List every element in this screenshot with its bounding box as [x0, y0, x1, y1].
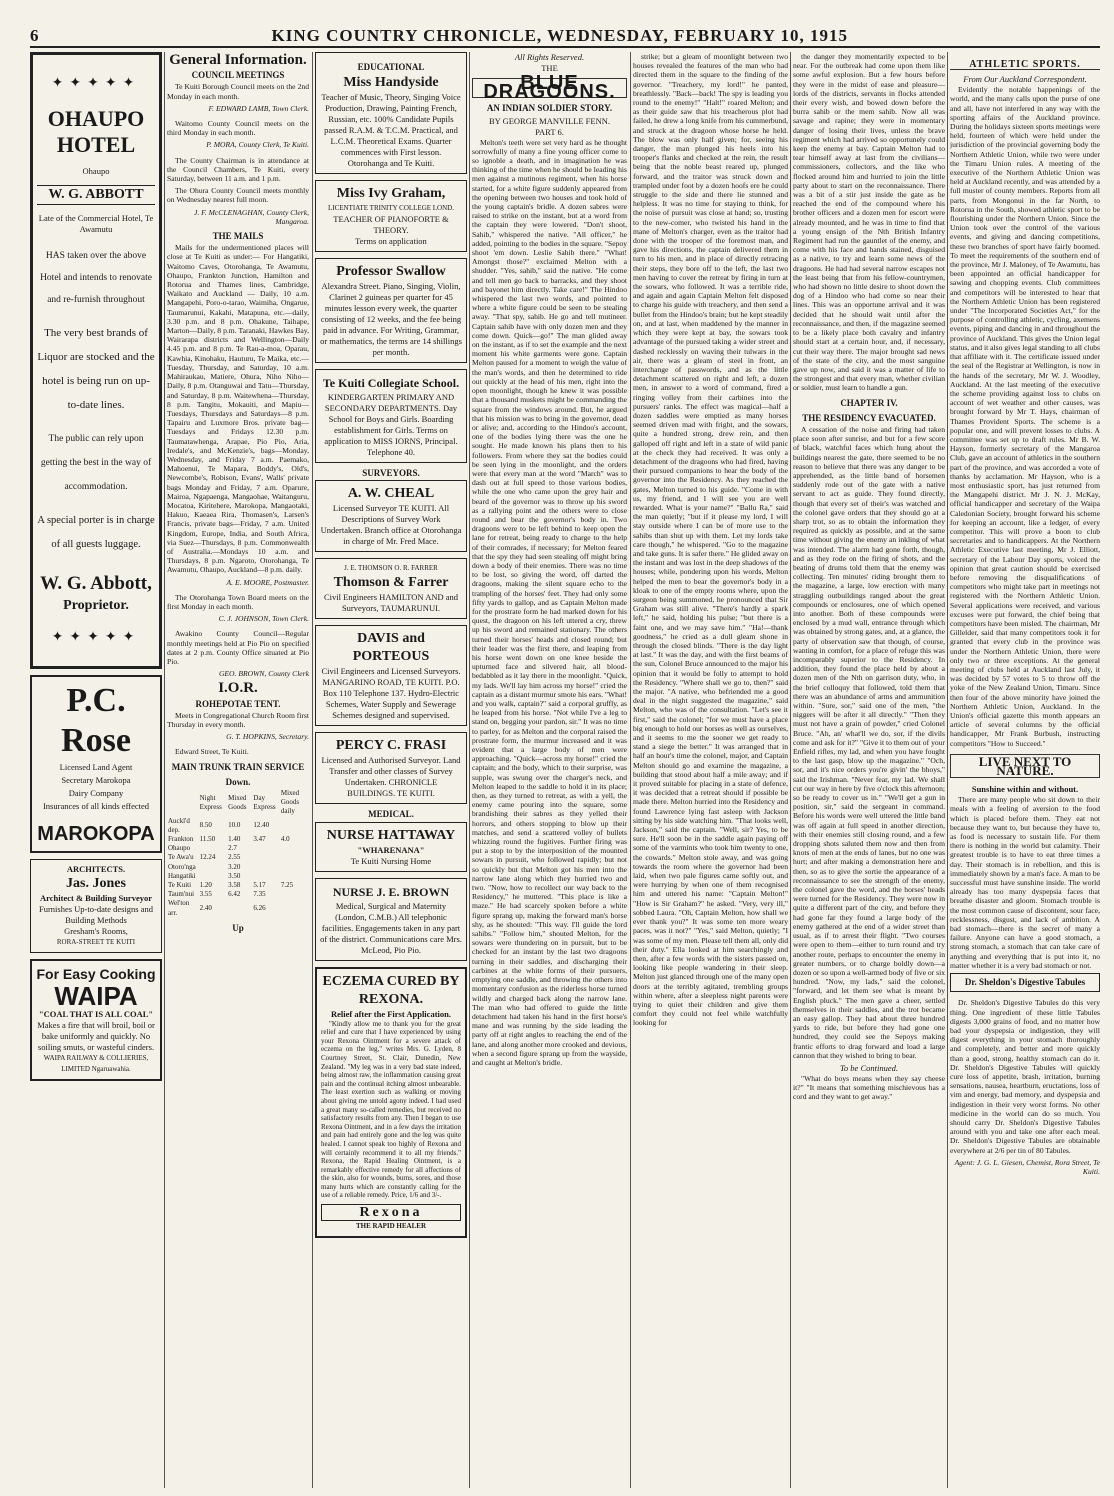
graham-ad [315, 180, 467, 252]
train-time [199, 844, 228, 853]
ior-signature: G. T. HOPKINS, Secretary. [226, 732, 309, 742]
davis-text: Civil Engineers and Licensed Surveyors. MANGARINO ROAD, TE KUITI. P.O. Box 110 Telephone 137. Hydro-Electric Schemes, Water Supply and Sewerage Schemes designed and supervised. [321, 666, 461, 721]
station-name: Wel'ton arr. [168, 899, 190, 917]
train-time: 6.26 [253, 904, 266, 913]
train-col-header: Night Express [199, 793, 222, 811]
train-time: 10.0 [228, 821, 241, 830]
jones-rooms: Gresham's Rooms, [64, 926, 128, 937]
rexona-footer: THE RAPID HEALER [355, 1222, 426, 1231]
train-header-row [167, 789, 309, 817]
train-time: 7.25 [280, 881, 294, 890]
eczema-text: "Kindly allow me to thank you for the great relief and cure that I have experienced by using your Rexona Ointment for a severe attack of eczema on the leg," writes Mrs. G. Lyden, 8 Courtney Street, St. Clair, Dunedin, New Zealand. "My leg was in a very bad state indeed, being almost raw, the inflammation causing great pain and the continual itching almost unbearable. The least exertion such as walking or moving about giving me untold agony indeed. I had used a great many so-called remedies, but received no satisfactory results from any. Then I began to use Rexona Ointment, and in a few days the irritation and pain had entirely gone and the leg was quite healed. I cannot speak too highly of Rexona and will certainly recommend it to all my friends." Rexona, the Rapid Healing Ointment, is a remarkably effective remedy for all affections of the skin, also for wounds, burns, sores, and those many hurts which are constantly calling for the use of a reliable remedy. Price, 1/6 and 3/-. [321, 1019, 461, 1200]
train-time: 2.7 [228, 844, 237, 853]
council-text: Te Kuiti Borough Council meets on the 2nd Monday in each month. [167, 82, 309, 101]
train-time: 3.47 [253, 835, 266, 844]
serial-text: A cessation of the noise and firing had taken place soon after sunrise, and but for a few score of black, watchful faces which hung about the buildings nearest the gate, there seemed to be no reason to believe that there was any danger to be apprehended, as the little band of horsemen suddenly rode out of the gate with a native servant to act as guide. They found directly, though that every set of their's was watched and the colonel gave orders that they should go at a sharp trot, so as to obtain the information they required as quickly as possible, and at the same time without giving the enemy an inkling of what was intended. The alarm had gone forth, though, and as they rode on the firing of shots, and the beating of drums told them that the enemy was collecting. Ten minutes' riding brought them to the magazine, a large, low erection with many straggling outbuildings ranged about the great compounds or enclosures, one of which opened into another. Both of these compounds were enclosed by a mud wall, entrance through which was obtained by strong gates, and, at a glance, the party of observation saw that though, of course, wanting in comfort, for a place of refuge this was incomparably superior to the Residency. In addition, they found the place held by about a dozen men of the Nth on garrison duty, who, in the brief colloquy that followed, told them that there was an abundance of arms and ammunition within. "Sure, sor," said one of the men, "the niggers will be after it all directly." "Then they must not have a grain of powder," cried Colonel Bruce. "Ah, an' what'll we do, sor, if the divils come and ask for it?" "Give it to them out of your Enfield rifles, my lad, and when you have fought to the last gasp, blow up the magazine." "Och, sor, and it's nice orders you're givin' the bhoys," said the Irishman. "Never fear, my lad. We shall cut our way in here by five o'clock this afternoon; so be ready to cover us in." "We'll get a gun in position, sir," said the sergeant in command. Before his words were well uttered the little band was off again at full speed in another direction, with their enemies still closing round, and a few dropping shots saluted them now and then from knots of men at the ends of lanes, but no one was hurt; and after making a demonstration here and then, so as to give the sortie the appearance of a reconnaissance to see the strength of the enemy, the colonel gave the word, and the horses' heads were turned for the Residency. They were now in quite a different part of the city, and before they had gone far they found a large body of the enemy gathered at the end of a wider street than usual, as if to arrest their flight. "Two courses were open to them—either to turn round and try another route, perhaps to encounter the enemy in greater numbers, or to charge boldly down—a dozen or so upon a well-armed body of five or six hundred. "Now, my lads," said the colonel, "forward, and let them see what is meant by English pluck." The men gave a cheer, settled themselves in their saddles, and the trot became an easy gallop. They had about three hundred yards to ride, but before they had gone one hundred, they could see the Sepoys making frantic efforts to drag forward and load a large cannon that they wished to bring to bear. [793, 424, 945, 1060]
chairman-text: The County Chairman is in attendance at the Council Chambers, Te Kuiti, every Saturday, between 11 a.m. and 1 p.m. [167, 155, 309, 184]
station-name: Te Kuiti [168, 881, 192, 890]
handyside-text: Teacher of Music, Theory, Singing Voice Production, Drawing, Painting French, Russian, etc. 100% Candidate Pupils passed R.A.M. & T.C.M. Practical, and L.C.M. Theoretical Exams. Quarter commences with First lesson. Otorohanga and Te Kuiti. [321, 92, 461, 169]
otorohanga-text: The Otorohanga Town Board meets on the first Monday in each month. [167, 592, 309, 611]
train-time: 6.42 [228, 890, 241, 899]
train-col-header: Mixed Goods daily [280, 789, 300, 816]
taken-over: HAS taken over the above Hotel and intends to renovate and re-furnish throughout [40, 251, 152, 306]
surveyors-heading: SURVEYORS. [362, 468, 420, 479]
train-time: 7.35 [253, 890, 266, 899]
marokopa-heading: MAROKOPA [37, 823, 155, 846]
column-athletics [950, 52, 1100, 1488]
train-time: 3.20 [228, 862, 241, 871]
decorative-ornament-icon: ✦✦✦✦✦ [51, 630, 141, 646]
thomson-ad [315, 558, 467, 619]
liquor-brands: The very best brands of Liquor are stocked and the hotel is being run on up-to-date lines. [37, 327, 155, 412]
rose-line: Insurances of all kinds effected [42, 801, 150, 812]
hattaway-sub: "WHARENANA" [357, 844, 425, 855]
hattaway-name: NURSE HATTAWAY [326, 827, 456, 843]
train-time [227, 899, 252, 917]
train-time [280, 872, 309, 881]
graham-terms: Terms on application [355, 236, 427, 247]
hotel-name: OHAUPO [47, 106, 145, 132]
train-time [280, 817, 309, 835]
brown-name: NURSE J. E. BROWN [332, 884, 450, 899]
davis-name: DAVIS and PORTEOUS [352, 631, 430, 665]
sheldon-tabules-box: Dr. Sheldon's Digestive Tabules [950, 973, 1100, 992]
brown-ad [315, 878, 467, 961]
table-row [167, 872, 309, 881]
waipa-name: WAIPA [54, 981, 138, 1012]
thomson-text: Civil Engineers HAMILTON AND and Surveyors, TAUMARUNUI. [323, 592, 459, 614]
waipa-coal-ad [30, 959, 162, 1081]
table-row [167, 881, 309, 890]
council-signature: F. EDWARD LAMB, Town Clerk. [208, 103, 309, 113]
mails-heading: THE MAILS [212, 231, 264, 242]
page-number: 6 [30, 26, 40, 45]
column-rule [164, 52, 165, 1488]
train-time [252, 853, 279, 862]
swallow-name: Professor Swallow [336, 264, 446, 280]
collegiate-name: Te Kuiti Collegiate School. [322, 376, 460, 391]
train-time: 3.58 [228, 881, 241, 890]
brown-text: Medical, Surgical and Maternity (London, C.M.B.) All telephonic facilities. Engagements taken in any part of the district. Communications care Mrs. McLeod, Pio Pio. [320, 900, 462, 955]
hattaway-ad [315, 822, 467, 872]
waitomo-text: Waitomo County Council meets on the third Monday in each month. [167, 119, 309, 138]
train-time: 8.50 [199, 821, 212, 830]
station-name: Taum'nui [168, 890, 195, 899]
table-row [167, 844, 309, 853]
column-rule [312, 52, 313, 1488]
davis-ad [315, 625, 467, 726]
train-time [252, 863, 279, 872]
graham-name: Miss Ivy Graham, [336, 186, 446, 202]
train-col-header: Day Express [253, 793, 276, 811]
train-time: 12.40 [253, 821, 270, 830]
train-time [252, 844, 279, 853]
general-info-heading: General Information. [169, 52, 307, 68]
awakino-signature: GEO. BROWN, County Clerk [218, 669, 309, 679]
train-time [199, 872, 228, 881]
jones-title: Architect & Building Surveyor [40, 893, 152, 904]
column-general-info [167, 52, 309, 1488]
rose-line: Dairy Company [68, 788, 124, 799]
table-row [167, 899, 309, 917]
ior-address: Edward Street, Te Kuiti. [175, 747, 249, 757]
ior-text: Meets in Congregational Church Room first Thursday in every month. [167, 710, 309, 729]
serial-author: BY GEORGE MANVILLE FENN. [488, 115, 611, 126]
council-heading: COUNCIL MEETINGS [191, 70, 285, 81]
decorative-ornament-icon: ✦✦✦✦✦ [51, 76, 141, 91]
rexona-logo: Rexona [321, 1204, 461, 1221]
column-serial-chapter-four [793, 52, 945, 1488]
cheal-ad [315, 480, 467, 552]
column-rule [947, 52, 948, 1488]
eczema-heading: ECZEMA CURED BY REXONA. [322, 973, 460, 1007]
train-time: 2.40 [199, 904, 212, 913]
rights-reserved: All Rights Reserved. [514, 52, 585, 62]
train-time: 11.50 [199, 835, 216, 844]
thomson-names: J. E. THOMSON O. R. FARRER [344, 564, 438, 573]
train-time [280, 844, 309, 853]
to-be-continued: To be Continued. [839, 1062, 898, 1073]
public-accommodation: The public can rely upon getting the best in the way of accommodation. [40, 434, 152, 493]
graham-sub: LICENTIATE TRINITY COLLEGE LOND. [328, 204, 454, 213]
porter-note: A special porter is in charge of all guests luggage. [37, 515, 155, 551]
athletics-heading: ATHLETIC SPORTS. [950, 60, 1100, 70]
athletics-sub: From Our Auckland Correspondent. [963, 74, 1087, 85]
rexona-ad [315, 967, 467, 1239]
serial-subtitle: AN INDIAN SOLDIER STORY. [486, 103, 613, 114]
train-time [280, 853, 309, 862]
column-professional-ads [315, 52, 467, 1488]
chapter-title: THE RESIDENCY EVACUATED. [802, 412, 936, 423]
sheldon-agent: Agent: J. G. L. Giesen, Chemist, Rora Street, Te Kuiti. [954, 1157, 1100, 1176]
rose-name: P.C. Rose [61, 682, 131, 760]
train-time: 3.50 [228, 871, 241, 880]
educational-ads [315, 52, 467, 174]
eczema-sub: Relief after the First Application. [330, 1008, 451, 1019]
jones-name: Jas. Jones [66, 876, 126, 892]
serial-text: Melton's teeth were set very hard as he thought sorrowfully of many a fine young officer come to so ignoble a death, and in imagination he was thinking of the time when he should be leading his men against a mutinous regiment, when his horse started, for a white figure suddenly appeared from the opening between two houses and took hold of the young captain's bridle. A dozen sabres were raised to strike on the instant, but at a word from the captain they were lowered. "Don't shoot, Sahib," whispered the native. "All officer," he added, pointing to the bodies in the square. "Sepoy shoot 'em down. Leslie Sahib there." "What! Amongst those?" exclaimed Melton with a shudder. "Yes, sahib," said the native. "He come and tell men go back to barracks, and they shoot and bayonet him directly. Take care!" The Hindoo whispered the last two words, and pointed to where a white figure could be seen to be stealing away. "That spy, sahib. He go and tell mutineer. Captain sahib have with only dozen men and they come down. Quick—go!" The man glided away on the instant, as if to set the example and the next moment his white garments were gone. Captain Melton paused for a moment to weigh the value of the man's words, and then he determined to ride out quickly at the head of his men, right into the open moonlight, though he knew it was possible that a thousand muskets might be commanding the square from the windows around. But, he argued that his mission was to bring in the governor, dead or alive; and, according to the Hindoo's account, one of the bodies lying there was the one he sought. He made known his plans then to his followers. From where they sat the bodies could be seen lying in the moonlight, and the orders were that every man at the word "March" was to dash out at full speed to those various bodies, while the one who came upon the grey hair and beard of the governor was to throw up his sword as a rallying point and the others were to close round and bear the governor's body in. Two dragoons were to be left behind to keep open the lane for retreat, being ready to charge to the help of their comrades, if necessary; for Melton feared that the spy they had seen stealing off might bring down a body of their enemies. There was no time to be lost, so giving the word, off darted the dragoons, making the silent square echo to the trampling of the horses' feet. They had only some fifty yards to gallop, and as Captain Melton made for the prostrate form he had marked down for his quest, the dragoon on his left uttered a cry, threw up his sword and remained stationary. The others turned their horses' heads and closed round; but their leader was the first there, and leaping from his horse went down on one knee beside the upturned face and silvered hair, all blood-bedabbled as it lay there in the moonlight. "Quick, my lads. We'll lay him across my horse!" cried the captain as a distant murmur smote his ears. "What! and you walk, captain?" said a corporal gruffly, as he leaped from his horse. "Not while I've a leg to stand on, begging your pardon, sir." It was no time to parley, for as Melton and the corporal raised the prostrate form, the murmur increased and it was evident that a large body of men were approaching. "Quick—across my horse!" cried the captain; and the body, which to their surprise, was supple, was swung over the charger's neck, and Melton leaped to the saddle to hold it in its place; then, as they turned to retreat, as with a yell, the enemy came pouring into the square, some brandishing their sabres as they yelled their horrors, and others stopping to blow up their matches, and send a scattered volley of bullets whizzing round the fugitives. Further firing was put a stop to by the interposition of the mounted sowars in pursuit, who followed rapidly; but not so quickly but that Melton got his men into the narrow lane along which they hurried two and two. "Now, how to recollect our way back to the Residency," he muttered. "This place is like a maze." He had scarcely spoken before a white figure sprang up, making the forward man's horse shy, as he shouted: "This way. I'll guide the lord sahibs." "Follow him," shouted Melton, for the sowars were thundering on in pursuit, but to be checked for an instant by the last two dragoons turning in their saddles, and discharging their carbines at the white forms of their pursuers, emptying one saddle, and throwing the others into momentary confusion as the riderless horse turned wildly and charged back along the narrow lane. The man who had offered to guide the little detachment had taken his hand in the first horse's mane and was running by the side leading the party off at right angles to reaching the end of the lane, and along another more crooked and devious, when a second figure sprang up from the wayside, and caught at Melton's bridle. [472, 137, 627, 1067]
table-row [167, 853, 309, 862]
station-name: Te Awa'u [168, 853, 194, 862]
proprietor-title: Proprietor. [63, 598, 129, 614]
train-time: 5.17 [253, 881, 266, 890]
train-timetable [167, 789, 309, 918]
swallow-ad [315, 258, 467, 363]
live-text: There are many people who sit down to their meals with a feeling of aversion to the food which is placed before them. They eat not because they want to, but because they have to, as food is necessary to sustain life. For them there is nothing in the world but calamity. Their greatest trouble is to have to eat three times a day. Their stomach is in rebellion, and this is immediately shown by a man's face. A man to be successful must have sunshine inside. The world already has too many dyspepsia faces that breathe disaster and gloom. Stomach trouble is the most common cause of discontent, sour face, recklessness, disgust, and lack of ambition. A bad stomach—there is the secret of many a failure. Anyone can have a good stomach, a strong stomach, a stomach that can take care of anything and everything that is put into it, no matter whether it is a very bad stomach or not. [950, 795, 1100, 970]
column-rule [790, 52, 791, 1488]
train-time: 1.40 [228, 835, 241, 844]
station-name: Otoro'nga [168, 862, 196, 871]
column-serial-story [472, 52, 627, 1488]
serial-text: the danger they momentarily expected to be near. For the outbreak had come upon them like some awful explosion. But a few hours before they were in the midst of ease and pleasure—lords of the districts, servants in flocks attended their every wish, and bowed down before the burra sahib or the mem sahib. Now all was savage and rapine; they were in momentary danger of losing their lives, unless the brave regiment which had arrived so opportunely could keep the enemy at bay. Captain Melton had to tear himself away at last from the civilians—commissioners, collectors, and the like who flocked around him and hurried to join the little party about to start on the reconnaissance. There was a bit of a stir just inside the gate as he reached the end of the compound where his brother officers and a dozen men for escort were already mounted, and he was in time to find that a young ensign of the Nth British Infantry Regiment had run the gauntlet of the enemy, and come with his face and hands stained, disguised as a native, to try and learn some news of the dragoons. He had had several narrow escapes not the least being that from his fellow-countrymen, who had shown no little desire to shoot down the dog of a Hindoo who had come so near their lines. This was an opportune arrival and it was decided that he should wait until after the reconnaissance, and then, if the magazine seemed to be a likely place both cavalry and infantry should start at a certain hour, and, if necessary, cut their way there. The major brought sad news of the state of the city, and the most sanguine gave up now, and said it was a matter of life to the strongest and that every man, whether civilian or soldier, must learn to handle a gun. [793, 52, 945, 393]
waipa-heading: For Easy Cooking [36, 966, 156, 983]
column-rule [469, 52, 470, 1488]
live-sub: Sunshine within and without. [971, 784, 1079, 795]
sheldon-text: Dr. Sheldon's Digestive Tabules do this very thing. One ingredient of these little Tabules digests 3,000 grains of food, and no matter how bad your dyspepsia or indigestion, they will digest everything in your stomach thoroughly and completely, and better and more quickly than a good, strong, healthy stomach can do it. Dr. Sheldon's Digestive Tabules will quickly cure loss of appetite, brash, irritation, burning sensations, nausea, heartburn, eructations, loss of vim and energy, bad memory, and dyspepsia and indigestion in their very worst forms. No other medicine in the world can do so much. You should carry Dr. Sheldon's Digestive Tabules around with you and take one after each meal. Dr. Sheldon's Digestive Tabules are obtainable everywhere at 2/6 per tin of 80 Tabules. [950, 998, 1100, 1155]
architect-ad [30, 859, 162, 953]
train-time [199, 863, 228, 872]
athletics-text: Evidently the notable happenings of the world, and the many calls upon the purse of one and all, have not interfered in any way with the sporting affairs of the Auckland province. During the holidays sixteen sports meetings were held, fourteen of which were held under the jurisdiction of the provincial governing body the Northern Athletic Union, while two were under the Timaru Union rules. A meeting of the executive of the Northern Athletic Union was held at Auckland recently, and was attended by a full muster of county members. Reports from all parts, from Mongonui in the far North, to Rotorua in the South, showed athletic sport to be flourishing under the Northern Union. Since the Union took over the control of the various events, and giving and dancing competitions, these two branches of sport have fairly boomed. To meet the requirements of the southern end of the province, Mr J. Maloney, of Te Awamutu, has been appointed an official handicapper for sawing and chopping events. Club committees and competitors will be interested to hear that the Northern Athletic Union has been registered under "The Incorporated Societies Act," for the purpose of controlling athletic, cycling, axemens events, piping and dancing in and throughout the province of Auckland. This gives the Union legal status, and it also gives legal standing to all clubs that affiliate with it. The certificate issued under the seal of the Registrar at Wellington, is now in the hands of the secretary, Mr W. J. Woodley, Auckland. At the last meeting of the executive the scheme providing against loss to clubs on account of wet weather and other causes, was brought forward by Mr T. Hays, chairman of Thames Provident Sports. The scheme is a popular one, and will prevent losses to clubs. A committee was set up to draft rules. Mr B. W. Hayson, formerly secretary of the Mangaroa Club, gave an account of athletics in the southern part of the province, and was accorded a vote of thanks by acclamation. Mr Hayson, who is a most enthusiastic sport, has just returned from the Mangapehi district. Mr J. N. J. McKay, official handicapper and secretary of the Waipa Caledonian Society, brought forward his scheme for keeping an account, like a ledger, of every competitor. This will prove a boon to club secretaries and to handicappers. At the Northern Athletic Executive last meeting, Mr J. Elliott, secretary of the Labour Day sports, voiced the opinion that great caution should be exercised before removing the disqualifications of competitors who might take part in meetings not registered with the Northern Athletic Union. Several applications were received, and various excuses were put forward, the chief being that competitors have been misled. The chairman, Mr Gillelder, said that many competitors took it for granted that every club in the province was under the Northern Athletic Union, there were only two or three exceptions. At the general meeting of clubs held at Auckland last July, it was decided by 57 votes to 5 to throw off the yoke of the New Zealand Union, Timaru. Since then four of the above minority have joined the Northern Athletic Union, Auckland. In the Union's official gazette this month appears an article of several columns by the official handicapper, Mr Frank Burbush, instructing competitors "How to Succeed." [950, 85, 1100, 748]
ohura-signature: J. F. McCLENAGHAN, County Clerk, Mangaroa. [193, 207, 309, 226]
column-serial-continued [633, 52, 788, 1488]
serial-part: PART 6. [535, 126, 564, 137]
live-heading: LIVE NEXT TO NATURE. [950, 754, 1100, 778]
column-hotel-ads [30, 52, 162, 1488]
architects-heading: ARCHITECTS. [66, 864, 126, 875]
hotel-word: HOTEL [56, 132, 136, 158]
station-name: Ohaupo [168, 844, 191, 853]
station-name: Hangatiki [168, 871, 196, 880]
handyside-name: Miss Handyside [343, 75, 439, 91]
station-name: Frankton [168, 835, 194, 844]
train-time [280, 863, 309, 872]
collegiate-ad [315, 369, 467, 463]
frasi-text: Licensed and Authorised Surveyor. Land Transfer and other classes of Survey Undertaken. CHRONICLE BUILDINGS. TE KUITI. [321, 755, 461, 799]
chapter-heading: CHAPTER IV. [840, 397, 898, 408]
train-time: 2.55 [228, 853, 241, 862]
mails-signature: A. E. MOORE, Postmaster. [226, 577, 309, 587]
train-col-header: Mixed Goods [228, 793, 247, 811]
graham-title: TEACHER OF PIANOFORTE & THEORY. [333, 214, 449, 236]
train-heading: MAIN TRUNK TRAIN SERVICE [171, 761, 305, 772]
proprietor-name: W. G. Abbott, [40, 573, 152, 595]
swallow-text: Alexandra Street. Piano, Singing, Violin, Clarinet 2 guineas per quarter for 45 minutes lesson every week, the quarter consisting of 12 weeks, and the fee being paid in advance. For Writing, Grammar, or mathematics, the terms are 14 shillings per month. [320, 281, 462, 358]
train-time: 1.20 [199, 881, 212, 890]
rose-line: Licensed Land Agent [59, 762, 133, 773]
jones-text: Furnishes Up-to-date designs and Building Methods [38, 904, 154, 926]
awakino-text: Awakino County Council—Regular monthly meetings held at Pio Pio on specified dates at 2 p.m. County Office situated at Pio Pio. [167, 629, 309, 666]
waipa-footer: WAIPA RAILWAY & COLLIERIES, LIMITED Ngaruawahia. [43, 1054, 149, 1074]
serial-title: BLUE DRAGOONS. [472, 78, 627, 98]
proprietor-heading: W. G. ABBOTT [37, 185, 155, 205]
masthead [30, 24, 1100, 48]
late-of: Late of the Commercial Hotel, Te Awamutu [38, 213, 154, 235]
newspaper-title: KING COUNTRY CHRONICLE, WEDNESDAY, FEBRUARY 10, 1915 [271, 26, 848, 45]
collegiate-text: KINDERGARTEN PRIMARY AND SECONDARY DEPARTMENTS. Day School for Boys and Girls. Boarding establishment for Girls. Terms on application to MISS IORNS, Principal. Telephone 40. [324, 392, 458, 458]
station-name: Auckl'd dep. [168, 816, 190, 834]
hotel-location: Ohaupo [82, 166, 110, 177]
train-time: 4.0 [280, 835, 290, 844]
train-time [280, 899, 309, 917]
frasi-name: PERCY C. FRASI [335, 738, 447, 754]
cheal-name: A. W. CHEAL [347, 486, 435, 502]
otorohanga-signature: C. J. JOHNSON, Town Clerk. [218, 614, 309, 624]
waitomo-signature: P. MORA, County Clerk, Te Kuiti. [206, 140, 309, 150]
mails-text: Mails for the undermentioned places will close at Te Kuiti as under:— For Hangatiki, Waitomo Caves, Otorohanga, Te Awamutu, Ohaupo, Frankton Junction, Hamilton and Rotorua and Thames lines, Cambridge, Waikato and Auckland — Daily, 10 a.m. Mangapehi, Poro-o-tarao, Waimiha, Ongarue, Taumarunui, Kakahi, Matapuna, etc.—daily, 3.30 p.m. and 8 p.m. Ohakune, Taihape, Marton—Daily, 8 p.m. Taranaki, Hawkes Bay, Wairarapa districts and Wellington—Daily 4.45 p.m. and 8 p.m. Te Rau-a-moa, Oparau, Kawhia, Kinohaku, Hauturu, Te Maika, etc.—Tuesday, Thursday, and Saturday, 10 a.m. Mahiraukau, Matiere, Ohura, Niho Niho—Daily, 8 p.m. Otanguwai and Tatu—Thursday, and Saturday, 8 p.m. Waitewhena—Thursday, 8 p.m. Tangitu, Mokauiti, and Mapiu—Tuesdays, Thursdays and Saturdays—8 p.m. Tapairu and Luxmore Bros. private bag—Tuesdays and Fridays 12.30 p.m. Taumatawhenga, Arapae, Pio Pio, Aria, Iredale's, and McKenzie's, bags—Monday, Wednesday, and Friday 7 a.m. Paemako, Mahoenui, Te Mapara, Boddy's, Old's, Newcombe's, Robison, Evans', Walls' private bags Monday and Friday, 7 a.m. Oparure, Mairoa, Ngapaenga, Mangaohae, Waitanguru, Mocatoa, Kiritehere, Marokopa, Mangaotaki, Hakuo, Kaeaea Rira, Thomasen's, Larsen's Francis, private bags—Friday, 7 a.m. United Kingdom, Europe, India, and South Africa, via Suez—Thursdays, 8 p.m. Commonwealth of Australia.—Mondays 10 a.m. and Thursdays, 8 p.m. Ngaroto, Otorohanga, Te Awamutu, Ohaupo, Auckland—8 p.m. daily. [167, 243, 309, 575]
ohaupo-hotel-ad [30, 52, 162, 669]
table-row [167, 835, 309, 844]
pc-rose-ad [30, 675, 162, 853]
train-up: Up [232, 922, 244, 933]
ohura-text: The Ohura County Council meets monthly on Wednesday nearest full moon. [167, 186, 309, 205]
train-time [252, 872, 279, 881]
column-rule [630, 52, 631, 1488]
serial-the: THE [541, 63, 558, 73]
table-row [167, 863, 309, 872]
waipa-text: Makes a fire that will broil, boil or bake uniformly and quickly. No soiling smuts, or wasteful cinders. [37, 1020, 155, 1053]
medical-heading: MEDICAL. [368, 809, 414, 820]
thomson-name: Thomson & Farrer [333, 575, 449, 591]
train-time [280, 890, 309, 899]
table-row [167, 890, 309, 899]
hattaway-text: Te Kuiti Nursing Home [350, 855, 432, 866]
educational-heading: EDUCATIONAL [357, 62, 425, 72]
cheal-text: Licensed Surveyor TE KUITI. All Descriptions of Survey Work Undertaken. Branch office at Otorohanga in charge of Mr. Fred Mace. [320, 503, 462, 547]
ior-sub: ROHEPOTAE TENT. [195, 698, 281, 709]
train-time: 12.24 [199, 853, 216, 862]
rose-line: Secretary Marokopa [61, 775, 131, 786]
frasi-ad [315, 732, 467, 804]
waipa-slogan: "COAL THAT IS ALL COAL" [38, 1009, 154, 1020]
train-down: Down. [225, 776, 251, 787]
train-time: 3.55 [199, 890, 212, 899]
table-row [167, 817, 309, 835]
jones-street: RORA-STREET TE KUITI [56, 938, 136, 947]
ior-heading: I.O.R. [218, 680, 258, 697]
joke-text: "What do boys means when they say cheese it?" "It means that something mischievous has a cord and they want to get away." [793, 1073, 945, 1102]
serial-text: strike; but a gleam of moonlight between two houses revealed the features of the man who had directed them in the square to the finding of the governor. "Treachery, my lord!" he panted, breathlessly. "Back—back! The spy is leading you round to the enemy!" "Halt!" roared Melton; and as their guide saw that his treacherous plot had failed, he drew a long knife from his cummerbund, and struck at the dragoon whose horse he held. The blow was only half given; for, seeing his danger, the man plunged his heels into his trooper's flanks and checked at the rein, the result being that the noble beast reared up, plunged forward, and the traitor was struck down and trampled under foot by a dozen hoofs ere he could struggle to the side and there lie stunned and helpless. It was no time for staying to think, for the noise of pursuit was close at hand; so, trusting to the new-comer, who twisted his hand in the mane of Melton's charger, even as the traitor had done with the trooper of the foremost man, and gave his directions, the captain delivered them in turn to his men, and in place of directly retracing their steps, they bore off to the left, the last two men having to cover the retreat by firing in turn at the sowars, who followed. It was a terrible ride, and again and again Captain Melton felt disposed to charge his guide with treachery, and then send a bullet from the Hindoo's brain; but he kept steadily on, and at last, when maddened by the manner in which they were kept at bay, the sowars took advantage of the pursued taking a wider street and dashed recklessly on waving their tulwars in the air, there was a gleam of steel in front, an interchange of passwords, and as the little detachment scattered on right and left, a dozen men, in answer to a word of command, fired a ringing volley from their carbines into the pursuers' ranks. The effect was magical—half a dozen saddles were emptied as many horses seemed driven mad with fright, and the sowars, quite a hundred strong, drew rein, and then galloped off right and left in a state of wild panic at the check they had received. It was only a detachment of the dragoons who had fired, having their pursued companions to hear the body of the governor into the Residency. As they reached the gates, Melton turned to his guide. "Come in with us, my friend, and I will see you are well rewarded. What is your name?" "Ballu Ra," said the man quietly; "but if it please my lord, I will stay outside where I can be of more use to the sahibs than shut up with them. Let my lords take care though," he whispered. "Go to the magazine and take guns. It is safer there." He glided away on the instant and was lost in the deep shadows of the houses; while, pondering upon his words, Melton helped the men to bear the governor's body in a kloak to one of the empty rooms where, upon the surgeon being summoned, he pronounced that Sir Graham was still alive. "There's hardly a spark left," he said, holding his pulse; "but there is a faint one, and we may save him." "Ha!—thank goodness," he cried as a dull gleam shone in through the closed blinds. "There is the day light at last." It was the day, and with the first beams of the sun, Colonel Bruce announced to the major his opinion that it would be folly to attempt to hold the Residency. "Where shall we go to, then?" said the major. "A native, who befriended me a good deal in the night suggested the magazine," said Melton, who was of the consultation. "Let's see it first," said the colonel; "for we must have a place big enough to hold our horses as well as ourselves, and it seems to me the sooner we get ready to stand a siege the better." It was arranged that in half an hour's time the colonel, major, and Captain Melton should go and examine the magazine, a building that stood about half a mile away; and if it proved suitable for placing in a state of defence, it was decided that a retreat should if possible be made there. Melton hurried into the Residency and found Lawrence lying fast asleep with Jackson sitting by his side watching him. "That looks well, Jackson," said the captain. "Well, sir? Yes, to be sure. He'll soon be in the saddle again paying off some of the varmints who took him twenty to one, the cowards." Melton stole away, and was going towards the room where the governor had been laid, when two pale figures came softly out, and were hurrying by when one of them recognised him and uttered his name: "Captain Melton!" "How is Sir Graham?" he asked. "Very, very ill," sobbed Laura. "Oh, Captain Melton, how shall we ever thank you?" It was some ten more weary paces, was it not?" "Yes," said Melton, quietly; "I was some of my men. Please tell them all, only did their duty." Ella looked at him searchingly and then, after a few words with the sisters passed on, looking like people wandering in their sleep. Melton just glanced through one of the many open doors at the terribly agitated, trembling groups within where, after a sleepless night parents were trying to quiet their children and give them comfort they could not feel while watchfully looking for [633, 52, 788, 1028]
